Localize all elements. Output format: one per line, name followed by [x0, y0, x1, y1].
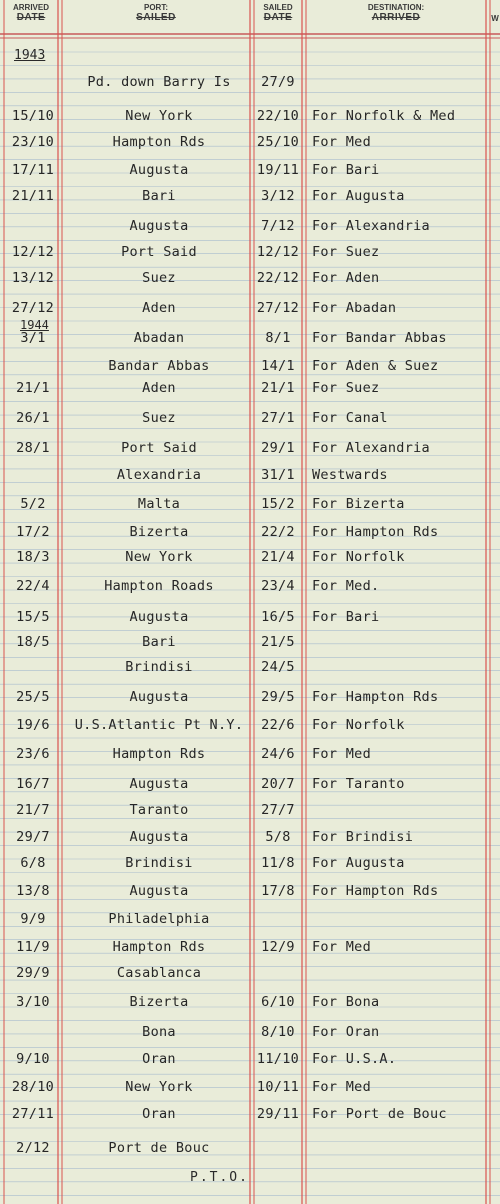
row-14-destination: For Alexandria — [312, 440, 430, 456]
row-34-destination: For Bona — [312, 994, 380, 1010]
row-1-sailed-date: 27/9 — [261, 74, 295, 90]
row-35-destination: For Oran — [312, 1024, 380, 1040]
row-24-sailed-date: 22/6 — [261, 717, 295, 733]
row-2-port: New York — [125, 108, 193, 124]
row-26-destination: For Taranto — [312, 776, 405, 792]
row-28-port: Augusta — [129, 829, 189, 845]
row-12-arrived-date: 21/1 — [16, 380, 50, 396]
row-26-sailed-date: 20/7 — [261, 776, 295, 792]
row-15-destination: Westwards — [312, 467, 388, 483]
header-destination — [306, 3, 486, 23]
row-34-arrived-date: 3/10 — [16, 994, 50, 1010]
row-38-arrived-date: 27/11 — [11, 1106, 55, 1122]
row-13-sailed-date: 27/1 — [261, 410, 295, 426]
row-33-port: Casablanca — [116, 965, 202, 981]
row-25-sailed-date: 24/6 — [261, 746, 295, 762]
row-10-sailed-date: 8/1 — [265, 330, 291, 346]
row-37-sailed-date: 10/11 — [256, 1079, 300, 1095]
row-36-destination: For U.S.A. — [312, 1051, 397, 1067]
row-2-sailed-date: 22/10 — [256, 108, 300, 124]
row-11-destination: For Aden & Suez — [312, 358, 439, 374]
row-6-destination: For Alexandria — [312, 218, 430, 234]
row-36-port: Oran — [142, 1051, 176, 1067]
row-6-sailed-date: 7/12 — [261, 218, 295, 234]
row-9-destination: For Abadan — [312, 300, 397, 316]
row-24-destination: For Norfolk — [312, 717, 405, 733]
row-2-destination: For Norfolk & Med — [312, 108, 456, 124]
row-12-port: Aden — [142, 380, 176, 396]
row-3-sailed-date: 25/10 — [256, 134, 300, 150]
row-23-destination: For Hampton Rds — [312, 689, 439, 705]
row-10-port: Abadan — [133, 330, 185, 346]
row-35-sailed-date: 8/10 — [261, 1024, 295, 1040]
row-27-port: Taranto — [129, 802, 189, 818]
row-5-arrived-date: 21/11 — [11, 188, 55, 204]
row-15-port: Alexandria — [116, 467, 202, 483]
row-31-arrived-date: 9/9 — [20, 911, 46, 927]
row-25-destination: For Med — [312, 746, 371, 762]
row-23-port: Augusta — [129, 689, 189, 705]
row-33-arrived-date: 29/9 — [16, 965, 50, 981]
row-28-arrived-date: 29/7 — [16, 829, 50, 845]
row-16-destination: For Bizerta — [312, 496, 405, 512]
row-8-arrived-date: 13/12 — [11, 270, 55, 286]
row-6-port: Augusta — [129, 218, 189, 234]
row-17-port: Bizerta — [129, 524, 189, 540]
row-4-destination: For Bari — [312, 162, 380, 178]
row-21-port: Bari — [142, 634, 176, 650]
row-16-arrived-date: 5/2 — [20, 496, 46, 512]
row-21-arrived-date: 18/5 — [16, 634, 50, 650]
row-32-arrived-date: 11/9 — [16, 939, 50, 955]
row-30-destination: For Hampton Rds — [312, 883, 439, 899]
row-38-destination: For Port de Bouc — [312, 1106, 447, 1122]
row-20-port: Augusta — [129, 609, 189, 625]
row-8-destination: For Aden — [312, 270, 380, 286]
row-16-sailed-date: 15/2 — [261, 496, 295, 512]
row-12-sailed-date: 21/1 — [261, 380, 295, 396]
header-arrived-date — [4, 3, 58, 23]
row-10-destination: For Bandar Abbas — [312, 330, 447, 346]
row-34-port: Bizerta — [129, 994, 189, 1010]
row-23-sailed-date: 29/5 — [261, 689, 295, 705]
row-19-destination: For Med. — [312, 578, 380, 594]
row-10-arrived-date: 3/1 — [20, 330, 46, 346]
row-14-sailed-date: 29/1 — [261, 440, 295, 456]
row-20-destination: For Bari — [312, 609, 380, 625]
header-sailed-struck: SAILED — [136, 12, 176, 23]
row-39-port: Port de Bouc — [108, 1140, 210, 1156]
row-39-arrived-date: 2/12 — [16, 1140, 50, 1156]
row-28-sailed-date: 5/8 — [265, 829, 291, 845]
header-arrived-label: ARRIVED — [12, 3, 49, 12]
row-25-port: Hampton Rds — [112, 746, 206, 762]
row-19-arrived-date: 22/4 — [16, 578, 50, 594]
header-edge-letter — [490, 14, 500, 24]
row-32-destination: For Med — [312, 939, 371, 955]
row-25-arrived-date: 23/6 — [16, 746, 50, 762]
row-8-port: Suez — [142, 270, 176, 286]
header-port — [62, 3, 250, 23]
row-24-port: U.S.Atlantic Pt N.Y. — [74, 717, 244, 733]
header-date-struck-2: DATE — [263, 12, 293, 23]
row-4-arrived-date: 17/11 — [11, 162, 55, 178]
row-9-sailed-date: 27/12 — [256, 300, 300, 316]
row-36-arrived-date: 9/10 — [16, 1051, 50, 1067]
row-13-destination: For Canal — [312, 410, 388, 426]
row-31-port: Philadelphia — [108, 911, 210, 927]
row-16-port: Malta — [137, 496, 181, 512]
row-27-sailed-date: 27/7 — [261, 802, 295, 818]
row-29-sailed-date: 11/8 — [261, 855, 295, 871]
row-20-arrived-date: 15/5 — [16, 609, 50, 625]
row-8-sailed-date: 22/12 — [256, 270, 300, 286]
row-9-arrived-date: 27/12 — [11, 300, 55, 316]
year-1943: 1943 — [14, 48, 46, 63]
row-4-port: Augusta — [129, 162, 189, 178]
row-15-sailed-date: 31/1 — [261, 467, 295, 483]
header-arrived-struck: ARRIVED — [371, 12, 421, 23]
row-3-arrived-date: 23/10 — [11, 134, 55, 150]
header-sailed-date — [254, 3, 302, 23]
row-30-arrived-date: 13/8 — [16, 883, 50, 899]
row-20-sailed-date: 16/5 — [261, 609, 295, 625]
row-37-arrived-date: 28/10 — [11, 1079, 55, 1095]
row-2-arrived-date: 15/10 — [11, 108, 55, 124]
row-22-port: Brindisi — [125, 659, 193, 675]
row-21-sailed-date: 21/5 — [261, 634, 295, 650]
row-9-port: Aden — [142, 300, 176, 316]
row-5-destination: For Augusta — [312, 188, 405, 204]
header-port-label: PORT: — [144, 3, 168, 12]
row-3-port: Hampton Rds — [112, 134, 206, 150]
row-5-port: Bari — [142, 188, 176, 204]
row-7-sailed-date: 12/12 — [256, 244, 300, 260]
row-19-port: Hampton Roads — [104, 578, 214, 594]
row-30-port: Augusta — [129, 883, 189, 899]
row-18-arrived-date: 18/3 — [16, 549, 50, 565]
row-14-port: Port Said — [121, 440, 197, 456]
row-37-port: New York — [125, 1079, 193, 1095]
row-5-sailed-date: 3/12 — [261, 188, 295, 204]
row-17-destination: For Hampton Rds — [312, 524, 439, 540]
row-28-destination: For Brindisi — [312, 829, 414, 845]
row-3-destination: For Med — [312, 134, 371, 150]
row-24-arrived-date: 19/6 — [16, 717, 50, 733]
row-35-port: Bona — [142, 1024, 176, 1040]
row-11-sailed-date: 14/1 — [261, 358, 295, 374]
row-26-port: Augusta — [129, 776, 189, 792]
row-17-sailed-date: 22/2 — [261, 524, 295, 540]
row-14-arrived-date: 28/1 — [16, 440, 50, 456]
row-29-port: Brindisi — [125, 855, 193, 871]
row-29-destination: For Augusta — [312, 855, 405, 871]
pto-footer: P.T.O. — [190, 1170, 249, 1185]
row-32-port: Hampton Rds — [112, 939, 206, 955]
row-38-sailed-date: 29/11 — [256, 1106, 300, 1122]
header-edge-letter-text: W — [491, 14, 499, 23]
row-7-port: Port Said — [121, 244, 197, 260]
row-13-port: Suez — [142, 410, 176, 426]
row-23-arrived-date: 25/5 — [16, 689, 50, 705]
row-30-sailed-date: 17/8 — [261, 883, 295, 899]
row-4-sailed-date: 19/11 — [256, 162, 300, 178]
row-36-sailed-date: 11/10 — [256, 1051, 300, 1067]
header-destination-label: DESTINATION: — [367, 3, 425, 12]
year-1944: 1944 — [20, 318, 49, 332]
row-7-arrived-date: 12/12 — [11, 244, 55, 260]
row-37-destination: For Med — [312, 1079, 371, 1095]
row-38-port: Oran — [142, 1106, 176, 1122]
row-27-arrived-date: 21/7 — [16, 802, 50, 818]
row-18-port: New York — [125, 549, 193, 565]
row-26-arrived-date: 16/7 — [16, 776, 50, 792]
row-12-destination: For Suez — [312, 380, 380, 396]
row-22-sailed-date: 24/5 — [261, 659, 295, 675]
row-18-destination: For Norfolk — [312, 549, 405, 565]
row-13-arrived-date: 26/1 — [16, 410, 50, 426]
row-11-port: Bandar Abbas — [108, 358, 210, 374]
row-17-arrived-date: 17/2 — [16, 524, 50, 540]
row-34-sailed-date: 6/10 — [261, 994, 295, 1010]
row-7-destination: For Suez — [312, 244, 380, 260]
header-date-struck: DATE — [16, 12, 46, 23]
row-19-sailed-date: 23/4 — [261, 578, 295, 594]
row-32-sailed-date: 12/9 — [261, 939, 295, 955]
row-29-arrived-date: 6/8 — [20, 855, 46, 871]
row-18-sailed-date: 21/4 — [261, 549, 295, 565]
row-1-port: Pd. down Barry Is — [87, 74, 231, 90]
header-sailed-label: SAILED — [263, 3, 293, 12]
